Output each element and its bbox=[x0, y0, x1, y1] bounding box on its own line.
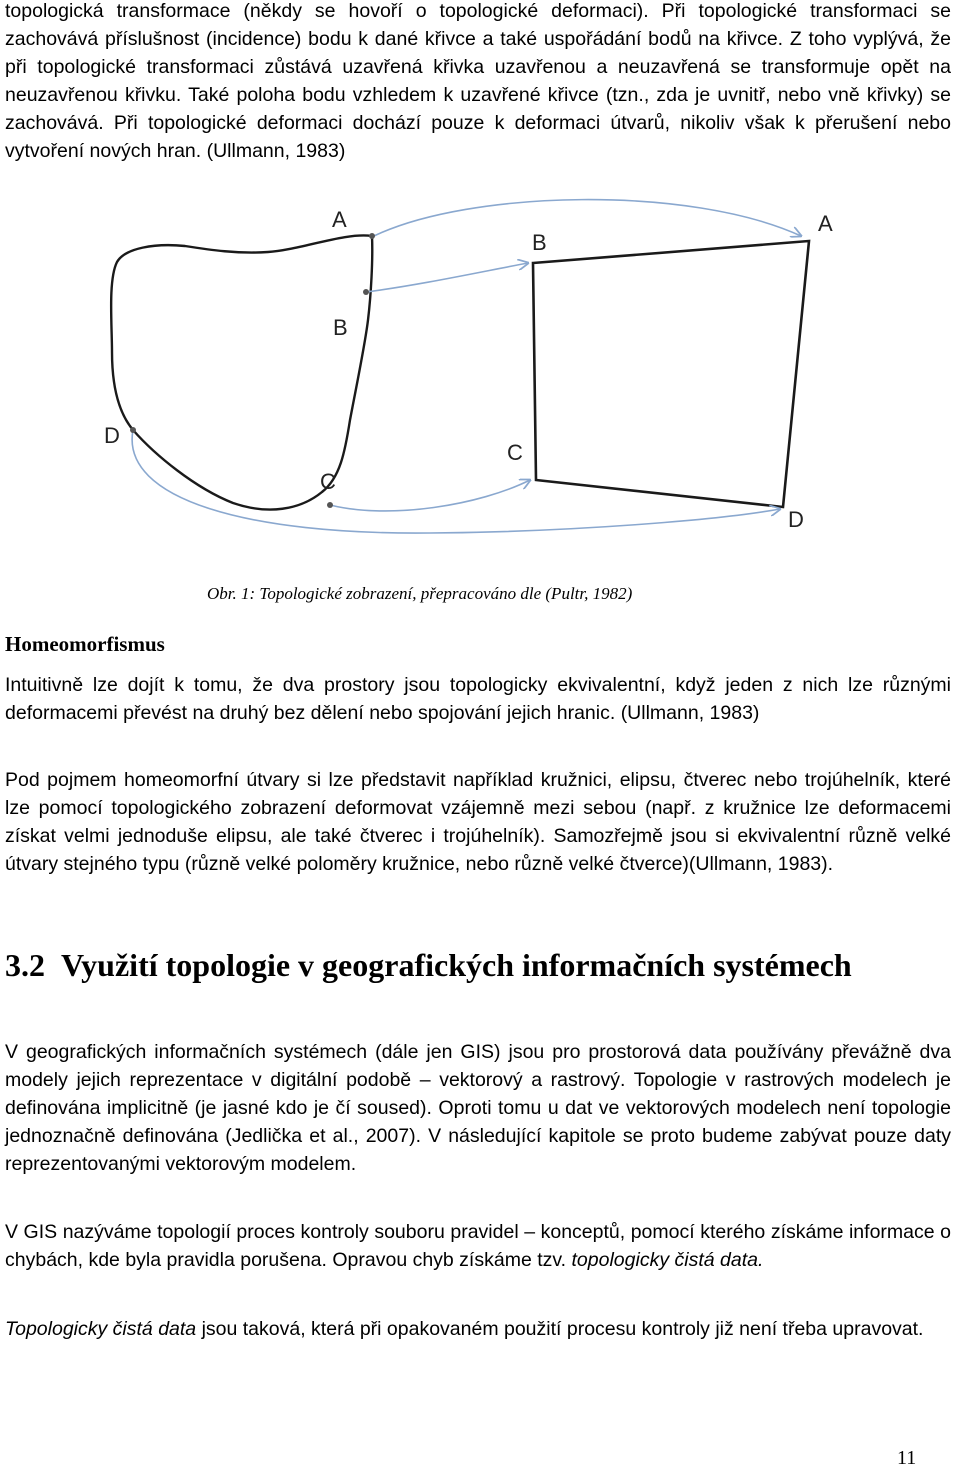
homeomorphism-paragraph-1: Intuitivně lze dojít k tomu, že dva prostory jsou topologicky ekvivalentní, když jeden z nich lze různými deformacemi převést na druhý bez dělení nebo spojování jejich hranic. (Ullmann, 1983) bbox=[5, 674, 951, 724]
section-number: 3.2 bbox=[5, 947, 45, 983]
figure-caption: Obr. 1: Topologické zobrazení, přepracováno dle (Pultr, 1982) bbox=[207, 584, 633, 603]
homeomorphism-paragraph-2: Pod pojmem homeomorfní útvary si lze představit například kružnici, elipsu, čtverec nebo trojúhelník, které lze pomocí topologického zobrazení deformovat vzájemně mezi sebou (např. z kružnice lze deformacemi získat velmi jednoduše elipsu, ale také čtverec i trojúhelník). Samozřejmě jsou si ekvivalentní různě velké útvary stejného typu (různě velké poloměry kružnice, nebo různě velké čtverce)(Ullmann, 1983). bbox=[5, 769, 951, 875]
section-title: Využití topologie v geografických informačních systémech bbox=[61, 947, 852, 983]
arrow-b bbox=[366, 263, 528, 292]
label-b-right: B bbox=[532, 230, 547, 255]
label-c-left: C bbox=[320, 469, 336, 494]
label-b-left: B bbox=[333, 315, 348, 340]
gis-paragraph-2 bbox=[5, 1218, 951, 1274]
term-clean-data-definition: Topologicky čistá data bbox=[5, 1318, 197, 1340]
gis-paragraph-3 bbox=[5, 1315, 951, 1343]
topological-transformation-figure bbox=[80, 195, 840, 540]
square-right bbox=[533, 241, 809, 507]
label-d-right: D bbox=[788, 507, 804, 532]
section-heading bbox=[5, 944, 935, 986]
term-clean-data: topologicky čistá data. bbox=[571, 1249, 764, 1271]
label-d-left: D bbox=[104, 423, 120, 448]
label-c-right: C bbox=[507, 440, 523, 465]
gis-paragraph-2-text: V GIS nazýváme topologií proces kontroly souboru pravidel – konceptů, pomocí kterého získáme informace o chybách, kde byla pravidla porušena. Opravou chyb získáme tzv. bbox=[5, 1221, 951, 1271]
point-c-left bbox=[327, 502, 333, 508]
intro-paragraph: topologická transformace (někdy se hovoří o topologické deformaci). Při topologické transformaci se zachovává příslušnost (incidence) bodu k dané křivce a také uspořádání bodů na křivce. Z toho vyplývá, že při topologické transformaci zůstává uzavřená křivka uzavřenou a neuzavřená se transformuje opět na neuzavřenou křivku. Také poloha bodu vzhledem k uzavřené křivce (tzn., zda je uvnitř, nebo vně křivky) se zachovává. Při topologické deformaci dochází pouze k deformaci útvarů, nikoliv však k přerušení nebo vytvoření nových hran. (Ullmann, 1983) bbox=[5, 0, 951, 162]
point-a-left bbox=[369, 233, 375, 239]
gis-paragraph-1: V geografických informačních systémech (dále jen GIS) jsou pro prostorová data používány převážně dva modely jejich reprezentace v digitální podobě – vektorový a rastrový. Topologie v rastrových modelech je definována implicitně (je jasné kdo je čí soused). Oproti tomu u dat ve vektorových modelech není topologie jednoznačně definována (Jedlička et al., 2007). V následující kapitole se proto budeme zabývat pouze daty reprezentovanými vektorovým modelem. bbox=[5, 1041, 951, 1175]
label-a-left: A bbox=[332, 207, 347, 232]
arrow-a bbox=[374, 200, 801, 236]
subsection-heading: Homeomorfismus bbox=[5, 632, 165, 656]
arrow-c bbox=[330, 480, 530, 511]
point-b-left bbox=[363, 289, 369, 295]
page-number: 11 bbox=[897, 1447, 917, 1469]
gis-paragraph-3-text: jsou taková, která při opakovaném použití procesu kontroly již není třeba upravovat. bbox=[201, 1318, 924, 1340]
label-a-right: A bbox=[818, 211, 833, 236]
point-d-left bbox=[130, 427, 136, 433]
arrow-d bbox=[132, 430, 780, 533]
